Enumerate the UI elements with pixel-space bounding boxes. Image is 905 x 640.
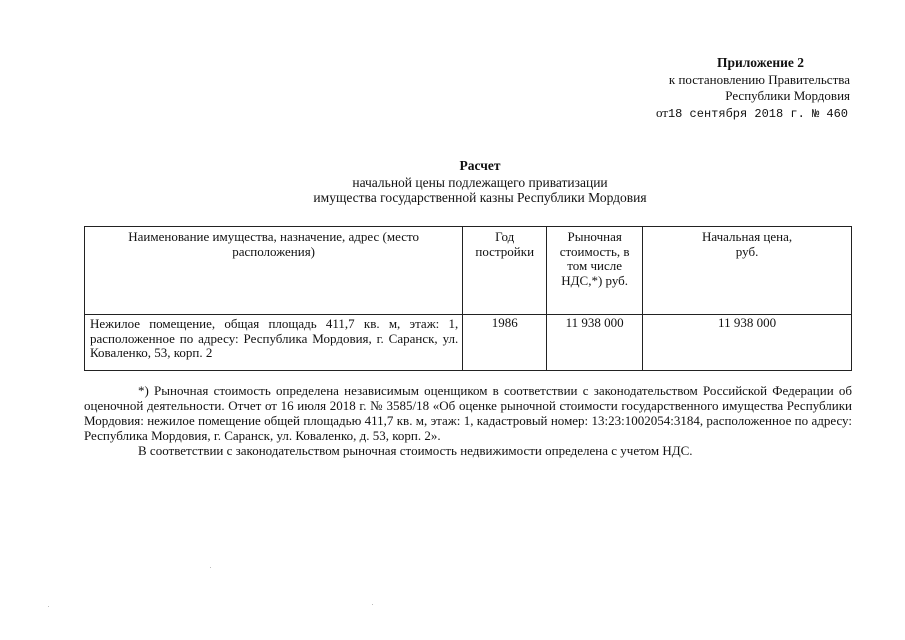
vat-paragraph: В соответствии с законодательством рыночная стоимость недвижимости определена с учетом НДС. [138,443,693,458]
scan-speck [210,567,211,568]
heading-line-1: начальной цены подлежащего приватизации [352,175,608,190]
header-market-value: Рыночная стоимость, в том числе НДС,*) руб. [547,227,643,315]
footnote-block [84,383,852,458]
appendix-number: 460 [826,106,848,121]
appendix-line-republic: Республики Мордовия [725,88,850,103]
table-row [85,315,852,371]
scan-speck [372,604,373,605]
appendix-date-line [600,105,848,123]
cell-year: 1986 [463,315,547,371]
cell-name: Нежилое помещение, общая площадь 411,7 кв. м, этаж: 1, расположенное по адресу: Республика Мордовия, г. Саранск, ул. Коваленко, 53, корп. 2 [85,315,463,371]
appendix-date-prefix: от [655,104,668,120]
header-name: Наименование имущества, назначение, адрес (место расположения) [85,227,463,315]
appendix-block [600,55,850,122]
document-heading [230,158,730,205]
cell-market-value: 11 938 000 [547,315,643,371]
footnote-paragraph: *) Рыночная стоимость определена независимым оценщиком в соответствии с законодательством Российской Федерации об оценочной деятельности. Отчет от 16 июля 2018 г. № 3585/18 «Об оценке рыночной стоимости государственного имущества Республики Мордовия: нежилое помещение общей площадью 411,7 кв. м, этаж: 1, кадастровый номер: 13:23:1002054:3184, расположенное по адресу: Республика Мордовия, г. Саранск, ул. Коваленко, д. 53, корп. 2». [84,383,852,443]
cell-initial-price: 11 938 000 [643,315,852,371]
scan-speck [48,606,49,607]
appendix-title: Приложение 2 [716,55,804,70]
price-calculation-table [84,226,852,371]
heading-title: Расчет [459,158,501,173]
appendix-line-resolution: к постановлению Правительства [668,71,850,87]
appendix-date: 18 сентября 2018 г. № [667,106,820,121]
table-header-row [85,227,852,315]
heading-line-2: имущества государственной казны Республики Мордовия [313,190,647,205]
header-initial-price: Начальная цена, руб. [643,227,852,315]
header-year: Год постройки [463,227,547,315]
